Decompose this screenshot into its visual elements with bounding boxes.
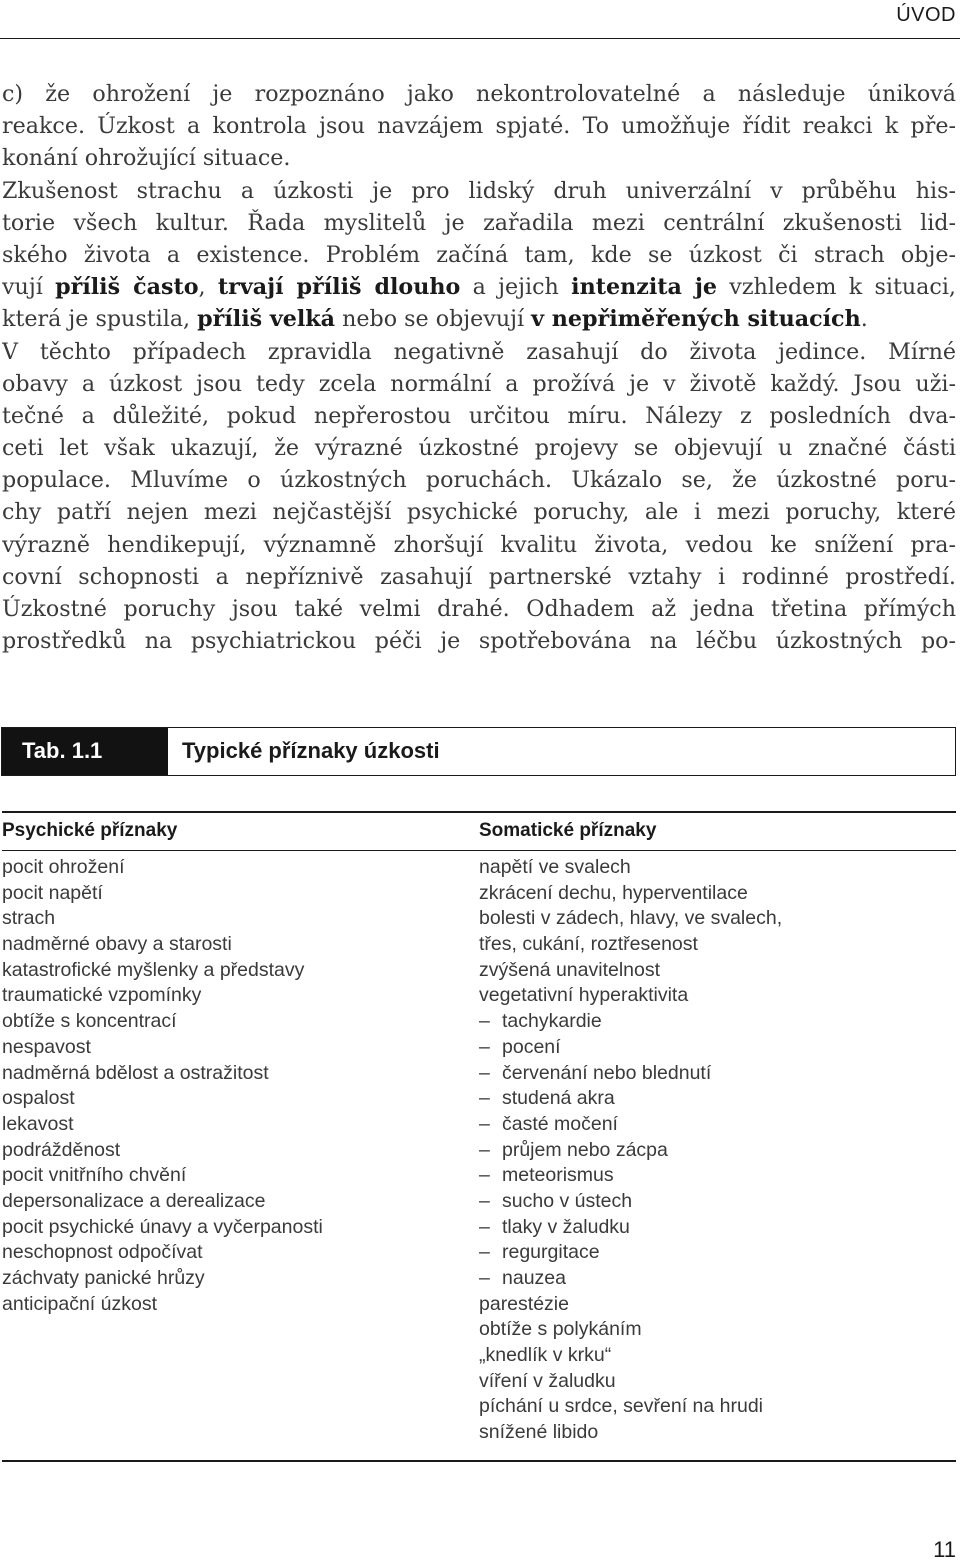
table-title: Typické příznaky úzkosti [182,738,440,763]
body-line: vují příliš často, trvají příliš dlouho a jejich intenzita je vzhledem k situaci, [2,274,956,301]
list-item: pocit psychické únavy a vyčerpanosti [2,1215,323,1238]
body-line: c) že ohrožení je rozpoznáno jako nekontrolovatelné a následuje úniková [2,81,956,107]
body-line: tečné a důležité, pokud nepřerostou určitou míru. Nálezy z posledních dva- [2,402,956,429]
list-item: traumatické vzpomínky [2,984,202,1007]
list-subitem: – červenání nebo blednutí [479,1061,782,1087]
header-rule [0,38,960,39]
list-subitem: – tachykardie [479,1009,782,1035]
list-subitem: – meteorismus [479,1163,782,1189]
body-line: Zkušenost strachu a úzkosti je pro lidský druh univerzální v průběhu his- [2,177,956,204]
body-line: která je spustila, příliš velká nebo se objevují v nepřiměřených situacích. [2,306,868,333]
table-label: Tab. 1.1 [2,728,168,775]
emphasis: příliš často [55,274,199,301]
column-header-somatic: Somatické příznaky [479,820,657,841]
page-number: 11 [933,1537,956,1562]
list-item: ospalost [2,1087,75,1110]
list-subitem: – pocení [479,1035,782,1061]
dash-marker: – [479,1215,490,1238]
list-item: bolesti v zádech, hlavy, ve svalech, [479,907,783,930]
list-item: víření v žaludku [479,1369,616,1392]
list-subitem: – časté močení [479,1112,782,1138]
list-item: zkrácení dechu, hyperventilace [479,881,748,904]
dash-marker: – [479,1138,490,1161]
list-item: pocit ohrožení [2,856,125,878]
list-item: strach [2,907,56,930]
list-subitem: – sucho v ústech [479,1189,782,1215]
table-caption [1,727,956,776]
dash-marker: – [479,1241,490,1264]
list-subitem: – studená akra [479,1086,782,1112]
list-item: obtíže s koncentrací [2,1010,177,1033]
list-item: anticipační úzkost [2,1292,158,1315]
body-line: reakce. Úzkost a kontrola jsou navzájem spjaté. To umožňuje řídit reakci k pře- [2,113,956,140]
table-header-rule [2,850,956,851]
list-subitem: – nauzea [479,1266,782,1292]
list-item: nadměrná bdělost a ostražitost [2,1061,269,1084]
body-line: populace. Mluvíme o úzkostných poruchách. Ukázalo se, že úzkostné poru- [2,467,956,494]
dash-marker: – [479,1035,490,1058]
list-subitem: – regurgitace [479,1240,782,1266]
somatic-symptoms-list [479,855,782,1446]
list-item: „knedlík v krku“ [479,1344,612,1367]
column-header-psychic: Psychické příznaky [2,820,178,841]
psychic-symptoms-list [2,855,323,1317]
list-item: pocit napětí [2,881,103,904]
list-item: pocit vnitřního chvění [2,1164,187,1187]
list-item: obtíže s polykáním [479,1318,642,1341]
body-line: výrazně hendikepují, významně zhoršují kvalitu života, vedou ke snížení pra- [2,531,956,558]
emphasis: intenzita je [571,274,717,301]
list-subitem: – průjem nebo zácpa [479,1138,782,1164]
body-line: ceti let však ukazují, že výrazné úzkostné projevy se objevují u značné části [2,435,956,462]
dash-marker: – [479,1061,490,1084]
list-item: lekavost [2,1112,74,1135]
list-item: snížené libido [479,1421,599,1444]
dash-marker: – [479,1010,490,1033]
list-item: napětí ve svalech [479,856,631,878]
list-item: nespavost [2,1035,91,1058]
dash-marker: – [479,1189,490,1212]
dash-marker: – [479,1267,490,1289]
body-line: Úzkostné poruchy jsou také velmi drahé. Odhadem až jedna třetina přímých [2,596,956,622]
body-text [2,78,956,657]
list-subitem: – tlaky v žaludku [479,1215,782,1241]
table-top-rule [2,811,956,813]
running-head: ÚVOD [896,4,956,26]
list-item: neschopnost odpočívat [2,1241,203,1264]
list-item: katastrofické myšlenky a představy [2,958,305,981]
list-item: parestézie [479,1292,569,1315]
body-line: V těchto případech zpravidla negativně zasahují do života jedince. Mírné [2,338,956,365]
body-line: chy patří nejen mezi nejčastější psychické poruchy, ale i mezi poruchy, které [2,499,956,526]
body-line: prostředků na psychiatrickou péči je spotřebována na léčbu úzkostných po- [2,628,956,655]
table-bottom-rule [2,1460,956,1462]
dash-marker: – [479,1112,490,1135]
list-item: záchvaty panické hrůzy [2,1267,205,1289]
list-item: nadměrné obavy a starosti [2,933,232,956]
list-item: vegetativní hyperaktivita [479,984,689,1007]
emphasis: příliš velká [197,306,336,333]
list-item: depersonalizace a derealizace [2,1189,266,1212]
body-line: ského života a existence. Problém začíná tam, kde se úzkost či strach obje- [2,241,956,268]
body-line: torie všech kultur. Řada myslitelů je zařadila mezi centrální zkušenosti lid- [2,209,956,236]
list-item: podrážděnost [2,1138,121,1161]
emphasis: trvají příliš dlouho [217,274,461,301]
body-line: konání ohrožující situace. [2,145,291,172]
list-item: píchání u srdce, sevření na hrudi [479,1395,763,1418]
dash-marker: – [479,1087,490,1110]
dash-marker: – [479,1164,490,1187]
list-item: třes, cukání, roztřesenost [479,933,698,956]
list-item: zvýšená unavitelnost [479,958,661,981]
emphasis: v nepřiměřených situacích [531,306,861,333]
body-line: covní schopnosti a nepříznivě zasahují partnerské vztahy i rodinné prostředí. [2,563,956,590]
body-line: obavy a úzkost jsou tedy zcela normální a prožívá je v životě každý. Jsou uži- [2,370,956,397]
